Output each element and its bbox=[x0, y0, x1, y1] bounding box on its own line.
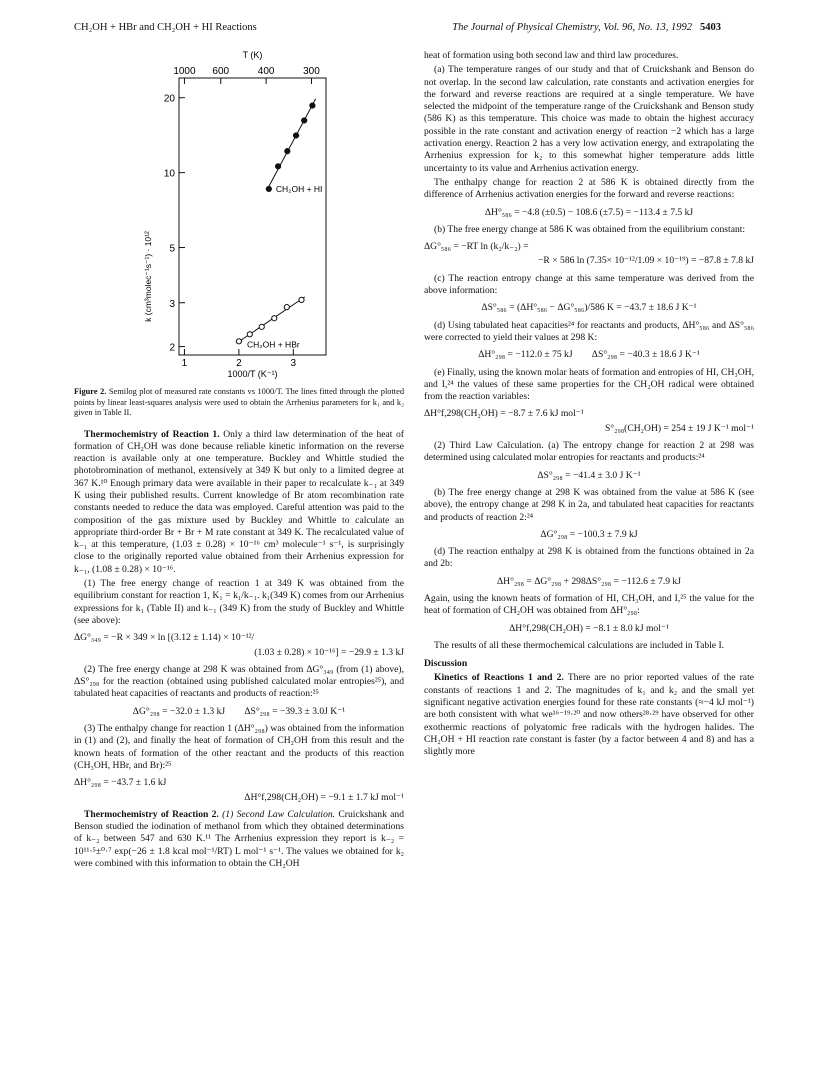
paragraph: (e) Finally, using the known molar heats of formation and entropies of HI, CH₃OH, and I,²⁴ the values of these same properties for the CH₂OH radical were obtained from the reaction variables: bbox=[424, 366, 754, 403]
data-point bbox=[299, 297, 304, 302]
paragraph: (c) The reaction entropy change at this same temperature was derived from the above information: bbox=[424, 272, 754, 297]
paragraph: (2) Third Law Calculation. (a) The entropy change for reaction 2 at 298 was determined using calculated molar entropies for reactants and products:²⁴ bbox=[424, 440, 754, 464]
section-heading-discussion: Discussion bbox=[424, 658, 468, 670]
running-head-left: CH₂OH + HBr and CH₂OH + HI Reactions bbox=[74, 22, 257, 33]
journal-citation: The Journal of Physical Chemistry, Vol. 96, No. 13, 1992 bbox=[452, 22, 692, 33]
data-point bbox=[302, 118, 307, 123]
paragraph bbox=[74, 429, 404, 577]
data-point bbox=[310, 103, 315, 108]
equation: ΔH°₂₉₈ = −112.0 ± 75 kJ ΔS°₂₉₈ = −40.3 ± 18.6 J K⁻¹ bbox=[478, 349, 700, 361]
equation: ΔS°₂₉₈ = −41.4 ± 3.0 J K⁻¹ bbox=[537, 469, 641, 481]
data-point bbox=[247, 332, 252, 337]
y-tick-label: 20 bbox=[163, 93, 175, 105]
x-axis-label: 1000/T (K⁻¹) bbox=[227, 369, 278, 379]
page-number: 5403 bbox=[700, 22, 721, 33]
equation: ΔH°₂₉₈ = ΔG°₂₉₈ + 298ΔS°₂₉₈ = −112.6 ± 7.9 kJ bbox=[497, 575, 681, 587]
data-point bbox=[266, 186, 271, 191]
y-axis-label: k (cm³molec⁻¹s⁻¹) · 10¹² bbox=[143, 231, 153, 322]
equation: S°₂₉₈(CH₂OH) = 254 ± 19 J K⁻¹ mol⁻¹ bbox=[604, 422, 754, 434]
equation: ΔG°₂₉₈ = −100.3 ± 7.9 kJ bbox=[540, 528, 638, 540]
bottom-tick-label: 2 bbox=[236, 358, 242, 369]
paragraph: (b) The free energy change at 298 K was obtained from the value at 586 K (see above), the entropy change at 298 K in 2a, and tabulated heat capacities for reactants and products of reaction 2:²⁴ bbox=[424, 486, 754, 523]
caption-label: Figure 2. bbox=[74, 387, 107, 397]
equation: ΔH°f,298(CH₂OH) = −8.1 ± 8.0 kJ mol⁻¹ bbox=[509, 622, 669, 634]
right-column bbox=[424, 50, 754, 761]
semilog-chart bbox=[74, 50, 404, 380]
data-point bbox=[285, 149, 290, 154]
series-label: CH₂OH + HBr bbox=[247, 339, 300, 350]
paragraph: (3) The enthalpy change for reaction 1 (ΔH°₂₉₈) was obtained from the information in (1) and (2), and finally the heat of formation of CH₂OH from this result and the known heats of formation of the other reactant and the products of this reaction (CH₃OH, HBr, and Br):²⁵ bbox=[74, 723, 404, 771]
y-tick-label: 10 bbox=[163, 168, 175, 180]
paragraph-text: There are no prior reported values of the rate constants of reactions 1 and 2. The magnitudes of k₁ and k₂ and the small yet significant negative activation energies found for these rate constants (≈−4 kJ mol⁻¹) are both consistent with what we¹⁶⁻¹⁹·²⁰ and now others²⁸·²⁹ have observed for other exothermic reactions of polyatomic free radicals with the hydrogen halides. The CH₂OH + HI reaction rate constant is faster (by a factor between 4 and 8) and has a slightly more bbox=[424, 672, 754, 758]
data-point bbox=[259, 324, 264, 329]
equation: ΔG°₃₄₉ = −R × 349 × ln [(3.12 ± 1.14) × 10⁻¹²/ bbox=[74, 632, 255, 644]
data-point bbox=[293, 133, 298, 138]
paragraph: (a) The temperature ranges of our study and that of Cruickshank and Benson do not overlap. In the second law calculation, rate constants and activation energies for the forward and reverse reactions are required at a single temperature. We have selected the midpoint of the temperature range of the Cruickshank and Benson study (586 K) as this temperature. This choice was made to obtain the highest accuracy possible in the rate constant and activation energy of reaction −2 which has a large activation energy. Reaction 2 has a very low activation energy, and extrapolating the Arrhenius expression for k₂ to this somewhat higher temperature adds little uncertainty to its value and Arrhenius activation energy. bbox=[424, 64, 754, 174]
y-tick-label: 5 bbox=[169, 243, 175, 255]
equation: ΔG°₅₈₆ = −RT ln (k₂/k₋₂) = bbox=[424, 241, 529, 253]
running-head-right bbox=[452, 22, 721, 33]
paragraph: The enthalpy change for reaction 2 at 586 K is obtained directly from the difference of Arrhenius activation energies for the forward and reverse reactions: bbox=[424, 176, 754, 201]
y-tick-label: 3 bbox=[169, 298, 175, 310]
equation: −R × 586 ln (7.35× 10⁻¹²/1.09 × 10⁻¹⁹) = −87.8 ± 7.8 kJ bbox=[538, 255, 754, 267]
caption-text: Semilog plot of measured rate constants vs 1000/T. The lines fitted through the plotted points by linear least-squares analysis were used to obtain the Arrhenius parameters for k₁ and k₂ given in Table II. bbox=[74, 387, 405, 418]
equation: ΔH°f,298(CH₂OH) = −8.7 ± 7.6 kJ mol⁻¹ bbox=[424, 408, 584, 420]
paragraph: Again, using the known heats of formation of HI, CH₃OH, and I,²⁵ the value for the heat of formation of CH₂OH was obtained from ΔH°₂₉₈: bbox=[424, 592, 754, 617]
left-column bbox=[74, 50, 404, 872]
equation: ΔH°f,298(CH₂OH) = −9.1 ± 1.7 kJ mol⁻¹ bbox=[244, 791, 404, 803]
section-heading: Thermochemistry of Reaction 2. bbox=[84, 808, 219, 820]
paragraph bbox=[424, 672, 754, 758]
top-axis-label: T (K) bbox=[242, 50, 263, 60]
data-point bbox=[284, 305, 289, 310]
equation: ΔG°₂₉₈ = −32.0 ± 1.3 kJ ΔS°₂₉₈ = −39.3 ± 3.0J K⁻¹ bbox=[132, 705, 346, 717]
fit-line bbox=[267, 99, 315, 190]
paragraph: (d) Using tabulated heat capacities²⁴ for reactants and products, ΔH°₅₈₆ and ΔS°₅₈₆ were corrected to yield their values at 298 K: bbox=[424, 319, 754, 343]
paragraph: (d) The reaction enthalpy at 298 K is obtained from the functions obtained in 2a and 2b: bbox=[424, 546, 754, 570]
top-tick-label: 1000 bbox=[173, 66, 196, 77]
data-point bbox=[272, 316, 277, 321]
paragraph: (2) The free energy change at 298 K was obtained from ΔG°₃₄₉ (from (1) above), ΔS°₂₉₈ for the reaction (obtained using published calculated molar entropies²⁵), and tabulated heat capacities of reactants and products of reaction:²⁵ bbox=[74, 663, 404, 700]
paragraph: (b) The free energy change at 586 K was obtained from the equilibrium constant: bbox=[434, 223, 746, 235]
paragraph: The results of all these thermochemical calculations are included in Table I. bbox=[434, 639, 725, 651]
data-point bbox=[275, 164, 280, 169]
series-label: CH₂OH + HI bbox=[275, 184, 323, 195]
paragraph: heat of formation using both second law and third law procedures. bbox=[424, 50, 679, 61]
subsection-heading: (1) Second Law Calculation. bbox=[222, 808, 336, 820]
equation: ΔS°₅₈₆ = (ΔH°₅₈₆ − ΔG°₅₈₆)/586 K = −43.7 ± 18.6 J K⁻¹ bbox=[481, 302, 697, 314]
figure-caption bbox=[74, 387, 404, 418]
data-point bbox=[236, 339, 241, 344]
top-tick-label: 600 bbox=[212, 66, 230, 77]
equation: (1.03 ± 0.28) × 10⁻¹⁶] = −29.9 ± 1.3 kJ bbox=[254, 646, 404, 658]
y-tick-label: 2 bbox=[169, 342, 175, 354]
paragraph-text: Cruickshank and Benson studied the iodination of methanol from which they obtained determinations of k₋₂ between 547 and 630 K.¹¹ The Arrhenius expression they report is k₋₂ = 10¹¹·⁵±⁰·⁷ exp(−26 ± 1.8 kcal mol⁻¹/RT) L mol⁻¹ s⁻¹. The values we obtained for k₂ were combined with this information to obtain the CH₂OH bbox=[74, 808, 405, 870]
equation: ΔH°₂₉₈ = −43.7 ± 1.6 kJ bbox=[74, 777, 167, 789]
top-tick-label: 300 bbox=[303, 66, 320, 77]
equation: ΔH°₅₈₆ = −4.8 (±0.5) − 108.6 (±7.5) = −113.4 ± 7.5 kJ bbox=[484, 206, 694, 218]
paragraph: (1) The free energy change of reaction 1 at 349 K was obtained from the equilibrium constant for reaction 1, K₁ = k₁/k₋₁. k₁(349 K) comes from our Arrhenius expressions for k₁ (Table II) and k₋₁ (349 K) from the study of Buckley and Whittle (see above): bbox=[74, 578, 404, 626]
top-tick-label: 400 bbox=[257, 66, 275, 77]
bottom-tick-label: 1 bbox=[181, 358, 188, 369]
paragraph bbox=[74, 809, 404, 870]
bottom-tick-label: 3 bbox=[290, 358, 297, 369]
section-heading: Kinetics of Reactions 1 and 2. bbox=[434, 672, 564, 684]
section-heading: Thermochemistry of Reaction 1. bbox=[84, 428, 220, 440]
paragraph-text: Only a third law determination of the heat of formation of CH₂OH was done because reliable kinetic information on the reverse reaction is available only at one temperature. Buckley and Whittle studied the photobromination of methanol, extensively at 349 K but only to a limited degree at 367 K.¹⁰ Enough primary data were available in their paper to recalculate k₋₁ at 349 K using their published results. Current knowledge of Br atom recombination rate constants needed to reduce the data was employed. Careful attention was paid to the composition of the gas mixture used by Buckley and Whittle to calculate an appropriate third-order Br + Br + M rate constant at 349 K. The recalculated value of k₋₁ at this temperature, (1.03 ± 0.28) × 10⁻¹⁶ cm³ molecule⁻¹ s⁻¹, is surprisingly close to the originally reported value obtained from their Arrhenius expression for k₋₁, (1.08 ± 0.28) × 10⁻¹⁶. bbox=[74, 428, 404, 575]
